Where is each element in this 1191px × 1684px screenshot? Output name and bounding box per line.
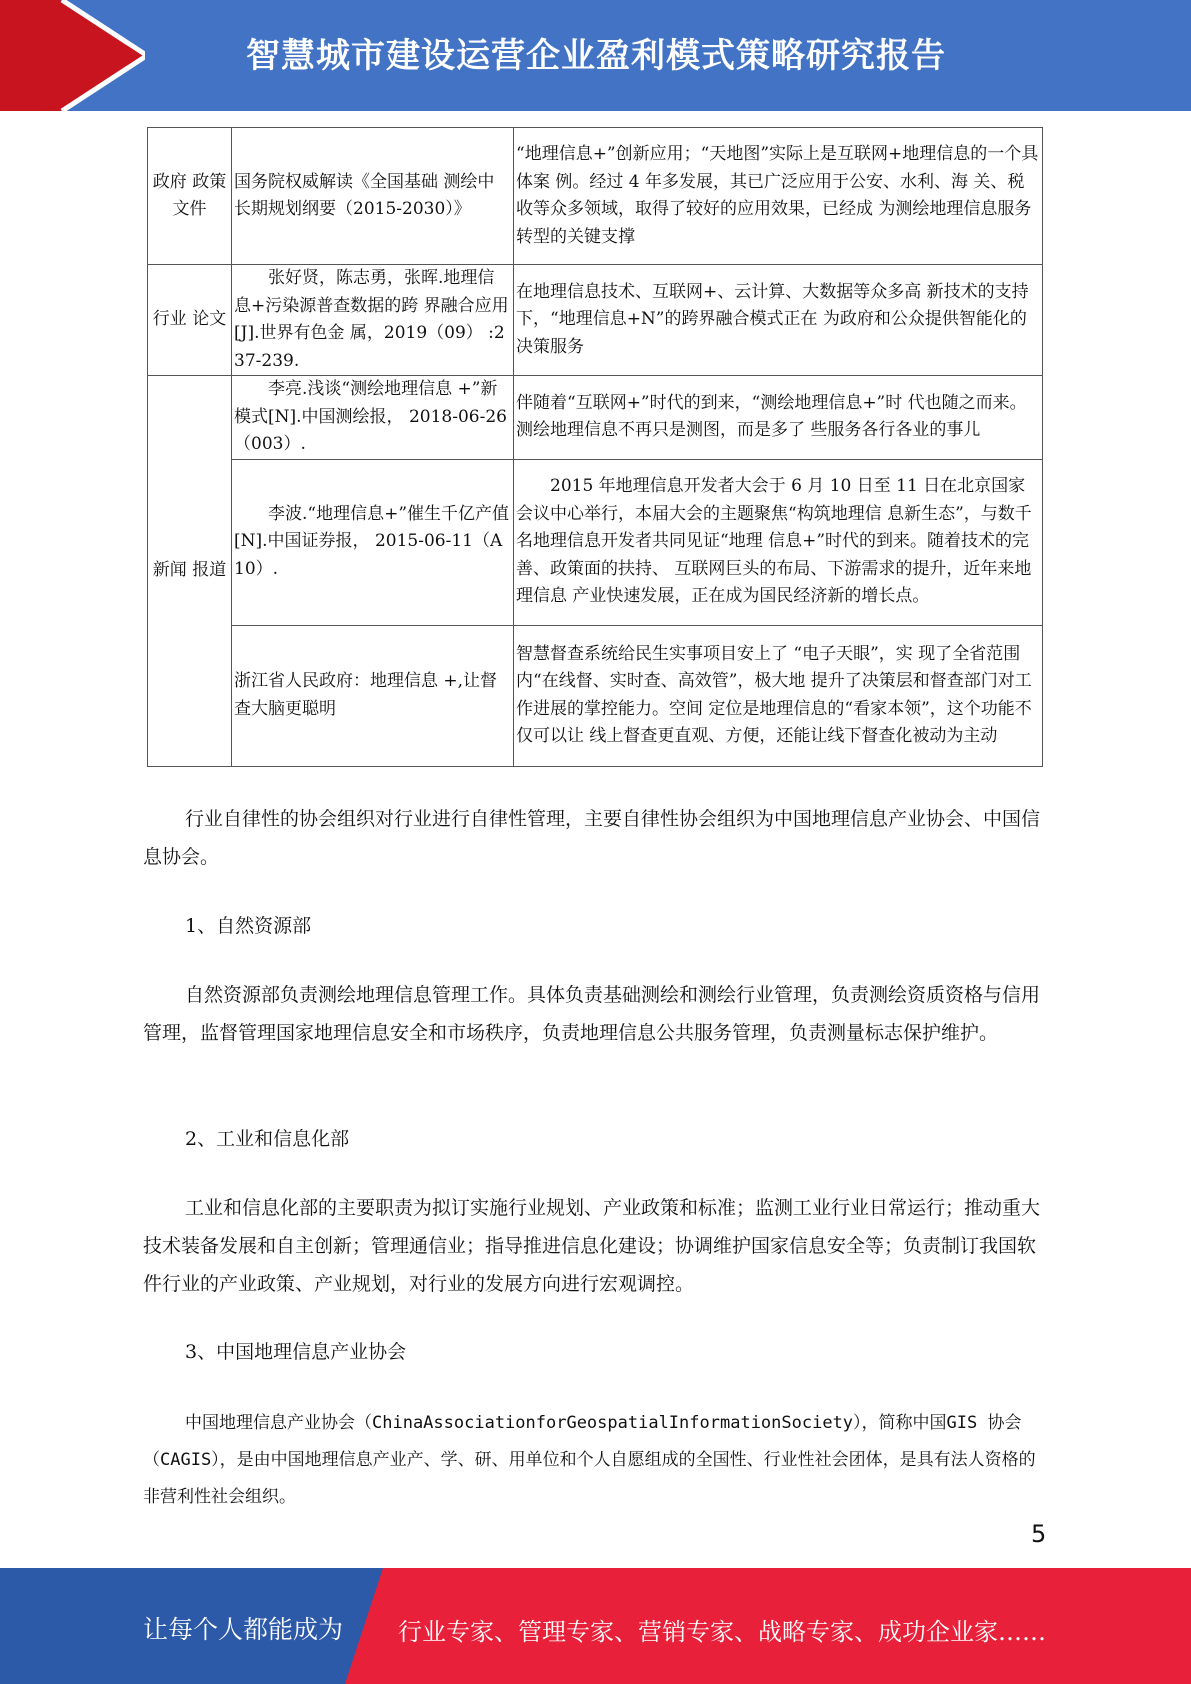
paragraph: 工业和信息化部的主要职责为拟订实施行业规划、产业政策和标准；监测工业行业日常运行；推动重大技术装备发展和自主创新；管理通信业；指导推进信息化建设；协调维护国家信息安全等；负责制订我国软件行业的产业政策、产业规划，对行业的发展方向进行宏观调控。 xyxy=(143,1197,1041,1295)
category-cell: 政府 政策 文件 xyxy=(148,128,232,265)
paragraph: 自然资源部负责测绘地理信息管理工作。具体负责基础测绘和测绘行业管理，负责测绘资质资格与信用管理，监督管理国家地理信息安全和市场秩序，负责地理信息公共服务管理，负责测量标志保护维护。 xyxy=(143,984,1041,1044)
section-heading: 1、自然资源部 xyxy=(185,915,312,937)
paragraph: 行业自律性的协会组织对行业进行自律性管理，主要自律性协会组织为中国地理信息产业协会、中国信息协会。 xyxy=(143,808,1041,868)
report-title: 智慧城市建设运营企业盈利模式策略研究报告 xyxy=(246,36,946,76)
category-cell: 行业 论文 xyxy=(148,265,232,376)
table-row xyxy=(148,265,1043,376)
table-row xyxy=(148,128,1043,265)
section-heading: 3、中国地理信息产业协会 xyxy=(185,1341,407,1363)
footer-slogan-right: 行业专家、管理专家、营销专家、战略专家、成功企业家…… xyxy=(398,1618,1046,1646)
source-cell: 浙江省人民政府：地理信息 +,让督查大脑更聪明 xyxy=(232,625,514,766)
header-bar xyxy=(0,0,1191,111)
header-red-chevron xyxy=(0,0,145,111)
table-row xyxy=(148,459,1043,625)
source-cell: 李波.“地理信息+”催生千亿产值[N].中国证券报， 2015-06-11（A10）. xyxy=(232,459,514,625)
source-cell: 国务院权威解读《全国基础 测绘中长期规划纲要（2015-2030）》 xyxy=(232,128,514,265)
description-cell: 2015 年地理信息开发者大会于 6 月 10 日至 11 日在北京国家会议中心举行，本届大会的主题聚焦“构筑地理信 息新生态”，与数千名地理信息开发者共同见证“地理 信息+”时代的到来。随着技术的完善、政策面的扶持、 互联网巨头的布局、下游需求的提升，近年来地理信息 产业快速发展，正在成为国民经济新的增长点。 xyxy=(514,459,1043,625)
category-cell: 新闻 报道 xyxy=(148,376,232,767)
reference-table xyxy=(147,127,1043,767)
description-cell: 在地理信息技术、互联网+、云计算、大数据等众多高 新技术的支持下，“地理信息+N”的跨界融合模式正在 为政府和公众提供智能化的决策服务 xyxy=(514,265,1043,376)
description-cell: “地理信息+”创新应用；“天地图”实际上是互联网+地理信息的一个具体案 例。经过 4 年多发展，其已广泛应用于公安、水利、海 关、税收等众多领域，取得了较好的应用效果，已经成 为测绘地理信息服务转型的关键支撑 xyxy=(514,128,1043,265)
table-row xyxy=(148,625,1043,766)
description-cell: 智慧督查系统给民生实事项目安上了 “电子天眼”，实 现了全省范围内“在线督、实时查、高效管”，极大地 提升了决策层和督查部门对工作进展的掌控能力。空间 定位是地理信息的“看家本领”，这个功能不仅可以让 线上督查更直观、方便，还能让线下督查化被动为主动 xyxy=(514,625,1043,766)
section-heading: 2、工业和信息化部 xyxy=(185,1128,350,1150)
page-number: 5 xyxy=(1031,1520,1047,1548)
source-cell: 李亮.浅谈“测绘地理信息 +”新模式[N].中国测绘报， 2018-06-26 （003）. xyxy=(232,376,514,460)
table-row xyxy=(148,376,1043,460)
footer-slogan-left: 让每个人都能成为 xyxy=(143,1615,344,1644)
paragraph: 中国地理信息产业协会（ChinaAssociationforGeospatialInformationSociety），简称中国GIS 协会（CAGIS），是由中国地理信息产业产、学、研、用单位和个人自愿组成的全国性、行业性社会团体，是具有法人资格的非营利性社会组织。 xyxy=(143,1413,1036,1507)
description-cell: 伴随着“互联网+”时代的到来，“测绘地理信息+”时 代也随之而来。测绘地理信息不再只是测图，而是多了 些服务各行各业的事儿 xyxy=(514,376,1043,460)
source-cell: 张好贤，陈志勇，张晖.地理信息+污染源普查数据的跨 界融合应用[J].世界有色金 属，2019（09） :237-239. xyxy=(232,265,514,376)
